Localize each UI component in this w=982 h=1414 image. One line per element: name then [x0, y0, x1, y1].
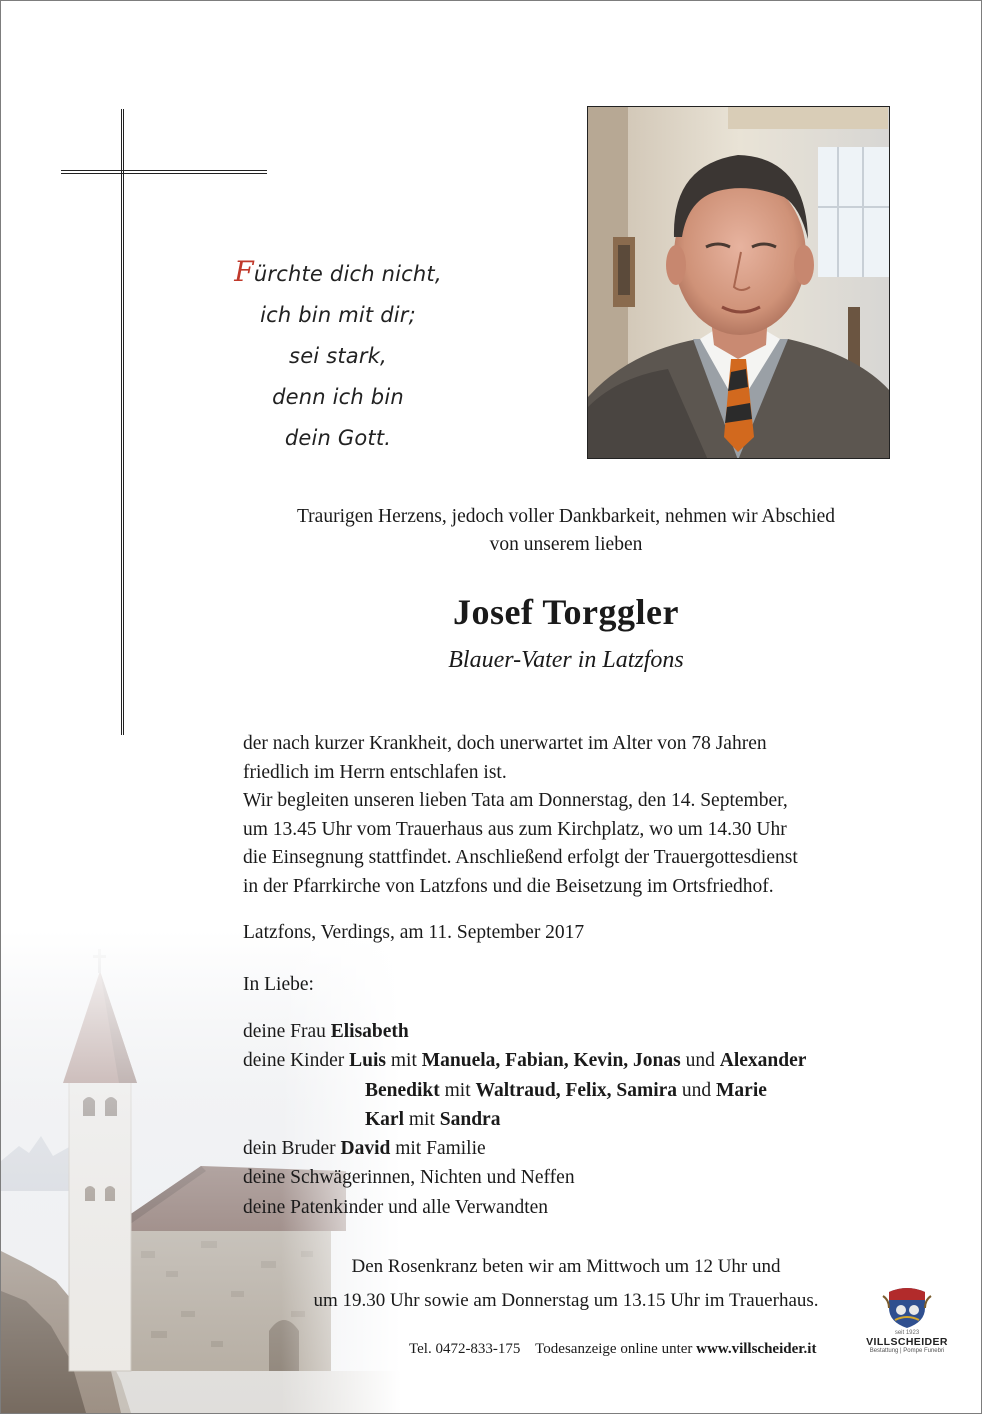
family-row-wife	[243, 1017, 806, 1046]
family-name: Elisabeth	[330, 1021, 409, 1042]
family-name: Karl	[365, 1108, 404, 1130]
body-line: Wir begleiten unseren lieben Tata am Donnerstag, den 14. September,	[243, 790, 788, 811]
body-line: um 13.45 Uhr vom Trauerhaus aus zum Kirchplatz, wo um 14.30 Uhr	[243, 818, 787, 840]
deceased-epithet: Blauer-Vater in Latzfons	[448, 647, 684, 673]
family-name: Luis	[349, 1050, 386, 1072]
logo-name: VILLSCHEIDER	[866, 1336, 948, 1348]
family-text: mit Familie	[390, 1138, 486, 1160]
family-row-child-3	[243, 1105, 806, 1134]
verse-line-5: dein Gott.	[284, 426, 392, 450]
verse-line-2: ich bin mit dir;	[260, 303, 416, 327]
body-line: friedlich im Herrn entschlafen ist.	[243, 761, 507, 783]
logo-tagline: Bestattung | Pompe Funebri	[869, 1348, 945, 1354]
family-name: David	[340, 1138, 391, 1160]
family-row-brother	[243, 1134, 806, 1163]
family-text: deine Frau	[243, 1021, 331, 1042]
family-text: mit	[386, 1050, 422, 1072]
footer-online-text: Todesanzeige online unter	[535, 1341, 697, 1357]
family-list	[243, 1017, 806, 1222]
family-row-children	[243, 1046, 806, 1075]
announcement-body	[243, 730, 923, 901]
verse-line-1-text: ürchte dich nicht,	[253, 262, 442, 286]
family-name: Alexander	[719, 1050, 807, 1072]
intro-line-1: Traurigen Herzens, jedoch voller Dankbarkeit, nehmen wir Abschied	[296, 506, 836, 527]
rosary-line-2: um 19.30 Uhr sowie am Donnerstag um 13.15 Uhr im Trauerhaus.	[313, 1290, 819, 1311]
family-row-in-laws: deine Schwägerinnen, Nichten und Neffen	[243, 1167, 575, 1189]
family-name: Benedikt	[365, 1079, 440, 1101]
in-love-heading: In Liebe:	[243, 974, 314, 995]
body-line: in der Pfarrkirche von Latzfons und die Beisetzung im Ortsfriedhof.	[243, 875, 774, 897]
rosary-line-1: Den Rosenkranz beten wir am Mittwoch um 12 Uhr und	[351, 1256, 781, 1277]
place-and-date: Latzfons, Verdings, am 11. September 2017	[243, 922, 585, 943]
verse-line-1	[233, 251, 443, 295]
funeral-home-logo	[857, 1286, 957, 1386]
verse-line-4: denn ich bin	[272, 385, 404, 409]
verse-initial: F	[234, 255, 254, 288]
logo-since: seit 1923	[894, 1330, 920, 1336]
portrait-photo	[587, 106, 890, 459]
family-text: und	[677, 1079, 717, 1101]
cross-icon-horizontal	[61, 170, 267, 174]
footer-website-link[interactable]: www.villscheider.it	[696, 1341, 817, 1357]
body-line: die Einsegnung stattfindet. Anschließend erfolgt der Trauergottesdienst	[243, 847, 798, 868]
family-text: dein Bruder	[243, 1138, 341, 1160]
family-row-child-2	[243, 1076, 806, 1105]
bible-verse	[233, 251, 443, 459]
family-text: mit	[404, 1108, 440, 1130]
family-text: deine Kinder	[243, 1050, 350, 1072]
intro-line-2: von unserem lieben	[489, 534, 643, 555]
family-name: Marie	[716, 1079, 767, 1101]
family-name: Sandra	[439, 1108, 501, 1130]
body-line: der nach kurzer Krankheit, doch unerwartet im Alter von 78 Jahren	[243, 733, 767, 754]
intro-text	[201, 503, 931, 559]
coat-of-arms-icon	[881, 1286, 933, 1330]
family-name: Waltraud, Felix, Samira	[475, 1079, 678, 1101]
family-name: Manuela, Fabian, Kevin, Jonas	[421, 1050, 681, 1072]
family-row-relatives: deine Patenkinder und alle Verwandten	[243, 1196, 549, 1218]
verse-line-3: sei stark,	[289, 344, 387, 368]
deceased-name: Josef Torggler	[453, 592, 679, 632]
footer-contact	[409, 1341, 816, 1358]
portrait-image	[588, 107, 890, 459]
family-text: mit	[439, 1079, 476, 1101]
family-text: und	[680, 1050, 720, 1072]
rosary-notice	[231, 1250, 901, 1318]
footer-phone: Tel. 0472-833-175	[409, 1341, 521, 1357]
cross-icon-vertical	[121, 109, 124, 735]
